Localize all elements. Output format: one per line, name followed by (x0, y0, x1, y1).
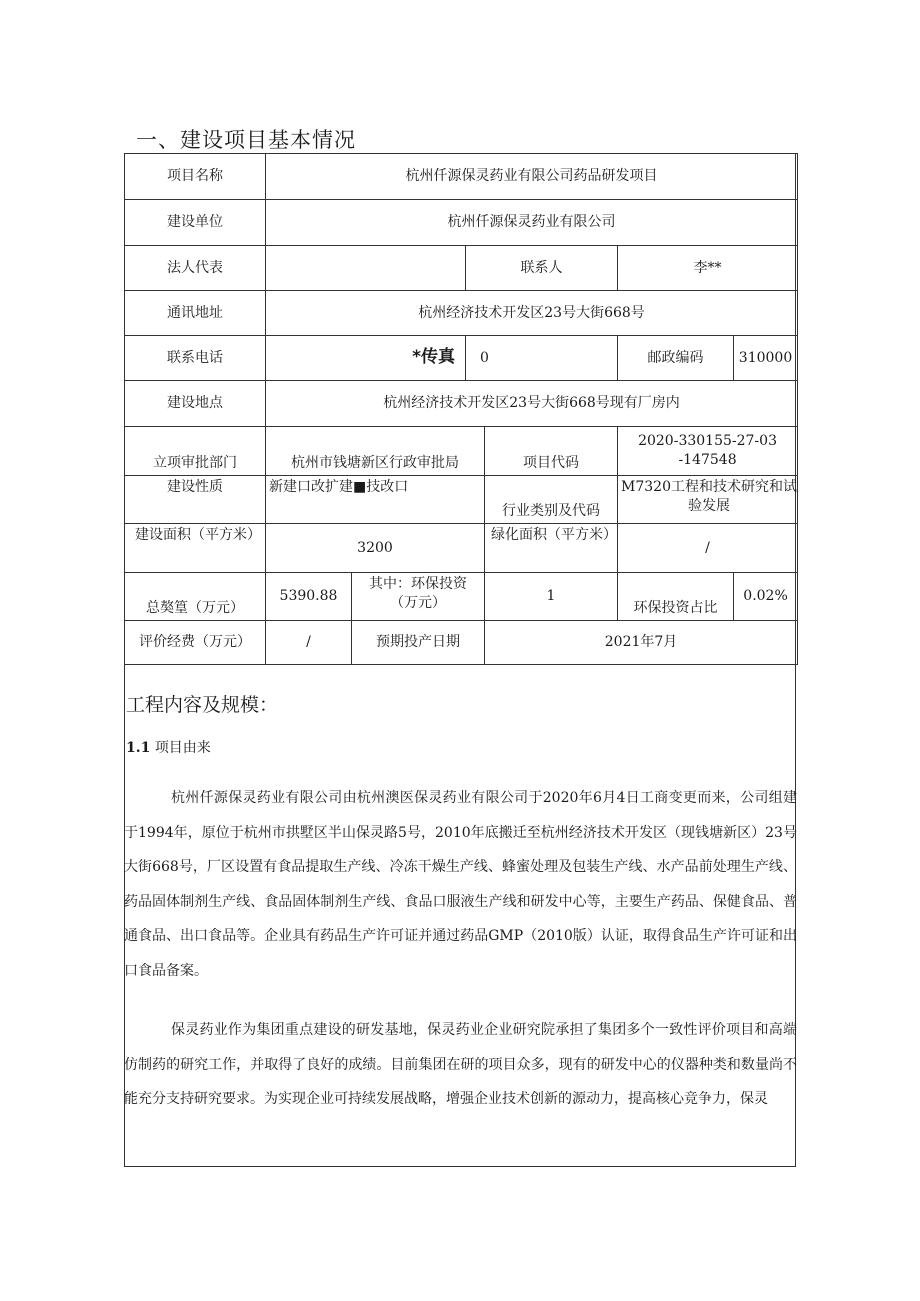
project-code-text: 2020-330155-27-03-147548 (638, 433, 777, 468)
paragraph: 保灵药业作为集团重点建设的研发基地，保灵药业企业研究院承担了集团多个一致性评价项目和高端仿制药的研究工作，并取得了良好的成绩。目前集团在研的项目众多，现有的研发中心的仪器种类和数量尚不能充分支持研究要求。为实现企业可持续发展战略，增强企业技术创新的源动力，提高核心竞争力，保灵 (124, 1022, 797, 1107)
green-area-label (485, 524, 618, 573)
unit-label: 建设单位 (125, 200, 266, 246)
eval-cost-value: / (266, 621, 352, 665)
site-label: 建设地点 (125, 381, 266, 427)
subsection-number: 1.1 (126, 740, 151, 756)
fax-value: 0 (466, 336, 618, 381)
legal-rep-label: 法人代表 (125, 246, 266, 291)
table-row (125, 573, 798, 621)
table-row (125, 381, 798, 427)
subsection-title (126, 737, 211, 757)
address-value: 杭州经济技术开发区23号大街668号 (266, 291, 798, 336)
fax-label-text: *传真 (412, 347, 455, 367)
green-area-label-text: 绿化面积（平方米） (491, 527, 617, 543)
env-ratio-value: 0.02% (734, 573, 798, 621)
env-ratio-label: 环保投资占比 (618, 573, 734, 621)
site-value: 杭州经济技术开发区23号大街668号现有厂房内 (266, 381, 798, 427)
project-info-table (124, 153, 798, 665)
area-value: 3200 (266, 524, 485, 573)
postcode-label: 邮政编码 (618, 336, 734, 381)
table-row (125, 291, 798, 336)
area-label (125, 524, 266, 573)
address-label: 通讯地址 (125, 291, 266, 336)
env-invest-label (352, 573, 485, 621)
table-row (125, 246, 798, 291)
fax-label (266, 336, 466, 381)
contact-value: 李** (618, 246, 798, 291)
project-name-value: 杭州仟源保灵药业有限公司药品研发项目 (266, 154, 798, 200)
table-row (125, 200, 798, 246)
start-date-value: 2021年7月 (485, 621, 798, 665)
area-label-text: 建设面积（平方米） (135, 527, 261, 543)
approval-dept-value: 杭州市钱塘新区行政审批局 (266, 427, 485, 476)
project-name-label: 项目名称 (125, 154, 266, 200)
investment-value: 5390.88 (266, 573, 352, 621)
phone-label: 联系电话 (125, 336, 266, 381)
eval-cost-label: 评价经费（万元） (125, 621, 266, 665)
investment-label: 总獒篁（万元） (125, 573, 266, 621)
contact-label: 联系人 (466, 246, 618, 291)
section-title: 工程内容及规模： (126, 694, 279, 716)
subsection-text: 项目由来 (154, 740, 211, 756)
table-row (125, 336, 798, 381)
industry-value (618, 476, 798, 524)
table-row (125, 524, 798, 573)
green-area-value: / (618, 524, 798, 573)
project-code-label: 项目代码 (485, 427, 618, 476)
table-row (125, 427, 798, 476)
paragraph: 杭州仟源保灵药业有限公司由杭州澳医保灵药业有限公司于2020年6月4日工商变更而来，公司组建于1994年，原位于杭州市拱墅区半山保灵路5号，2010年底搬迁至杭州经济技术开发区（现钱塘新区）23号大街668号，厂区设置有食品提取生产线、冷冻干燥生产线、蜂蜜处理及包装生产线、水产品前处理生产线、药品固体制剂生产线、食品固体制剂生产线、食品口服液生产线和研发中心等，主要生产药品、保健食品、普通食品、出口食品等。企业具有药品生产许可证并通过药品GMP（2010版）认证，取得食品生产许可证和出口食品备案。 (124, 790, 797, 979)
section-heading: 一、建设项目基本情况 (136, 128, 356, 152)
project-code-value (618, 427, 798, 476)
industry-label: 行业类别及代码 (485, 476, 618, 524)
env-invest-value: 1 (485, 573, 618, 621)
table-row (125, 476, 798, 524)
legal-rep-value (266, 246, 466, 291)
start-date-label: 预期投产日期 (352, 621, 485, 665)
approval-dept-label: 立项审批部门 (125, 427, 266, 476)
table-row (125, 154, 798, 200)
nature-label: 建设性质 (125, 476, 266, 524)
env-invest-label-text: 其中：环保投资（万元） (369, 576, 467, 611)
unit-value: 杭州仟源保灵药业有限公司 (266, 200, 798, 246)
postcode-value: 310000 (734, 336, 798, 381)
industry-text: M7320工程和技术研究和试验发展 (621, 479, 797, 514)
nature-value: 新建口改扩建■技改口 (266, 476, 485, 524)
table-row (125, 621, 798, 665)
